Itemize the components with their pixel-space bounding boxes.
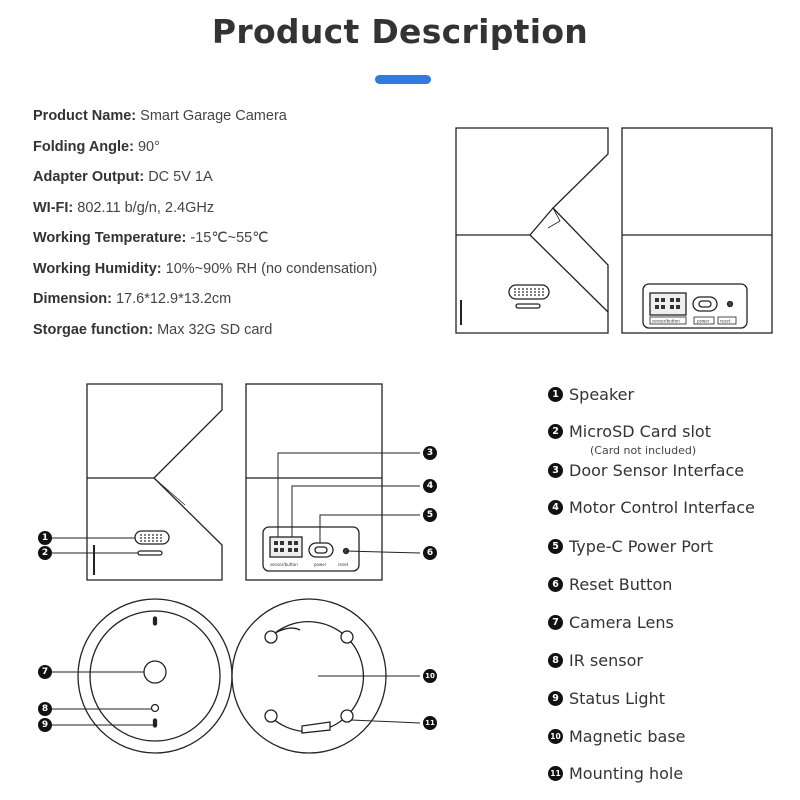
spec-key: Dimension: [33,291,112,307]
mounting-hole-1 [341,631,353,643]
bottom-reset-label: reset [338,562,349,567]
top-back-view [622,128,772,333]
legend-note: (Card not included) [590,444,697,457]
legend-label: Motor Control Interface [569,498,755,517]
spec-key: WI-FI: [33,199,74,216]
legend-badge: 7 [548,615,563,630]
legend-label: Speaker [569,385,635,404]
legend-label: IR sensor [569,651,643,670]
legend-label: Door Sensor Interface [569,461,745,480]
legend-label: MicroSD Card slot [569,422,711,441]
bottom-side-sd-slot [138,551,162,555]
legend-item-reset [548,575,672,594]
callout-badge-1: 1 [38,531,52,545]
legend-badge: 4 [548,500,563,515]
callout-badge-3: 3 [423,446,437,460]
spec-key: Working Humidity: [33,260,162,277]
spec-key: Adapter Output: [33,169,145,185]
spec-value: Smart Garage Camera [140,108,287,124]
legend-badge: 9 [548,691,563,706]
legend-item-motor-control [548,498,755,517]
legend-badge: 10 [548,729,563,744]
spec-key: Storgae function: [33,321,154,338]
legend-label: Camera Lens [569,613,674,632]
legend-label: Reset Button [569,575,673,594]
legend-label: Magnetic base [569,727,686,746]
legend-item-door-sensor [548,461,744,480]
top-back-sensor-port [650,293,686,315]
callout-badge-11: 11 [423,716,437,730]
front-round-view [78,599,232,753]
top-sensor-label: sensor/button [652,318,680,324]
camera-lens [144,661,166,683]
spec-value: 90° [137,138,160,155]
ir-sensor [152,705,159,712]
top-power-label: power [697,318,710,324]
spec-key: Working Temperature: [33,230,187,246]
legend-item-speaker [548,385,634,404]
legend-item-status-light [548,689,665,708]
legend-item-mounting-hole [548,764,683,783]
callout-badge-6: 6 [423,546,437,560]
top-side-body [456,128,608,333]
callout-badge-4: 4 [423,479,437,493]
legend-label: Status Light [569,689,665,708]
legend-badge: 11 [548,766,563,781]
legend-label: Mounting hole [569,764,684,783]
legend-badge: 6 [548,577,563,592]
callout-badge-9: 9 [38,718,52,732]
bottom-power-label: power [314,562,327,567]
spec-value: Max 32G SD card [157,321,273,338]
callout-badge-8: 8 [38,702,52,716]
legend-badge: 1 [548,387,563,402]
legend-label: Type-C Power Port [569,537,713,556]
legend-item-microsd [548,422,711,457]
legend-item-magnetic-base [548,727,686,746]
bottom-side-view [87,384,222,580]
legend-badge: 3 [548,463,563,478]
mounting-hole-2 [265,631,277,643]
legend-badge: 2 [548,424,563,439]
spec-value: -15℃~55℃ [190,230,269,246]
spec-key: Folding Angle: [33,138,134,155]
top-back-reset [728,302,733,307]
status-light [154,719,157,727]
legend-item-type-c [548,537,713,556]
spec-value: 17.6*12.9*13.2cm [115,291,232,307]
spec-key: Product Name: [33,108,137,124]
top-side-sd-slot [516,304,540,308]
legend-badge: 8 [548,653,563,668]
bottom-back-view [246,384,382,580]
top-reset-label: reset [720,318,731,324]
callout-badge-2: 2 [38,546,52,560]
callout-badge-5: 5 [423,508,437,522]
spec-value: 10%~90% RH (no condensation) [165,260,378,277]
bottom-sensor-label: sensor/button [270,562,298,567]
bottom-back-sensor-port [270,537,302,557]
callout-badge-10: 10 [423,669,437,683]
spec-value: DC 5V 1A [148,169,213,185]
legend-item-ir-sensor [548,651,643,670]
legend-badge: 5 [548,539,563,554]
mounting-hole-4 [265,710,277,722]
page-title: Product Description [211,12,589,51]
spec-value: 802.11 b/g/n, 2.4GHz [77,199,215,216]
callout-badge-7: 7 [38,665,52,679]
legend-item-camera-lens [548,613,674,632]
top-side-view [456,128,608,333]
